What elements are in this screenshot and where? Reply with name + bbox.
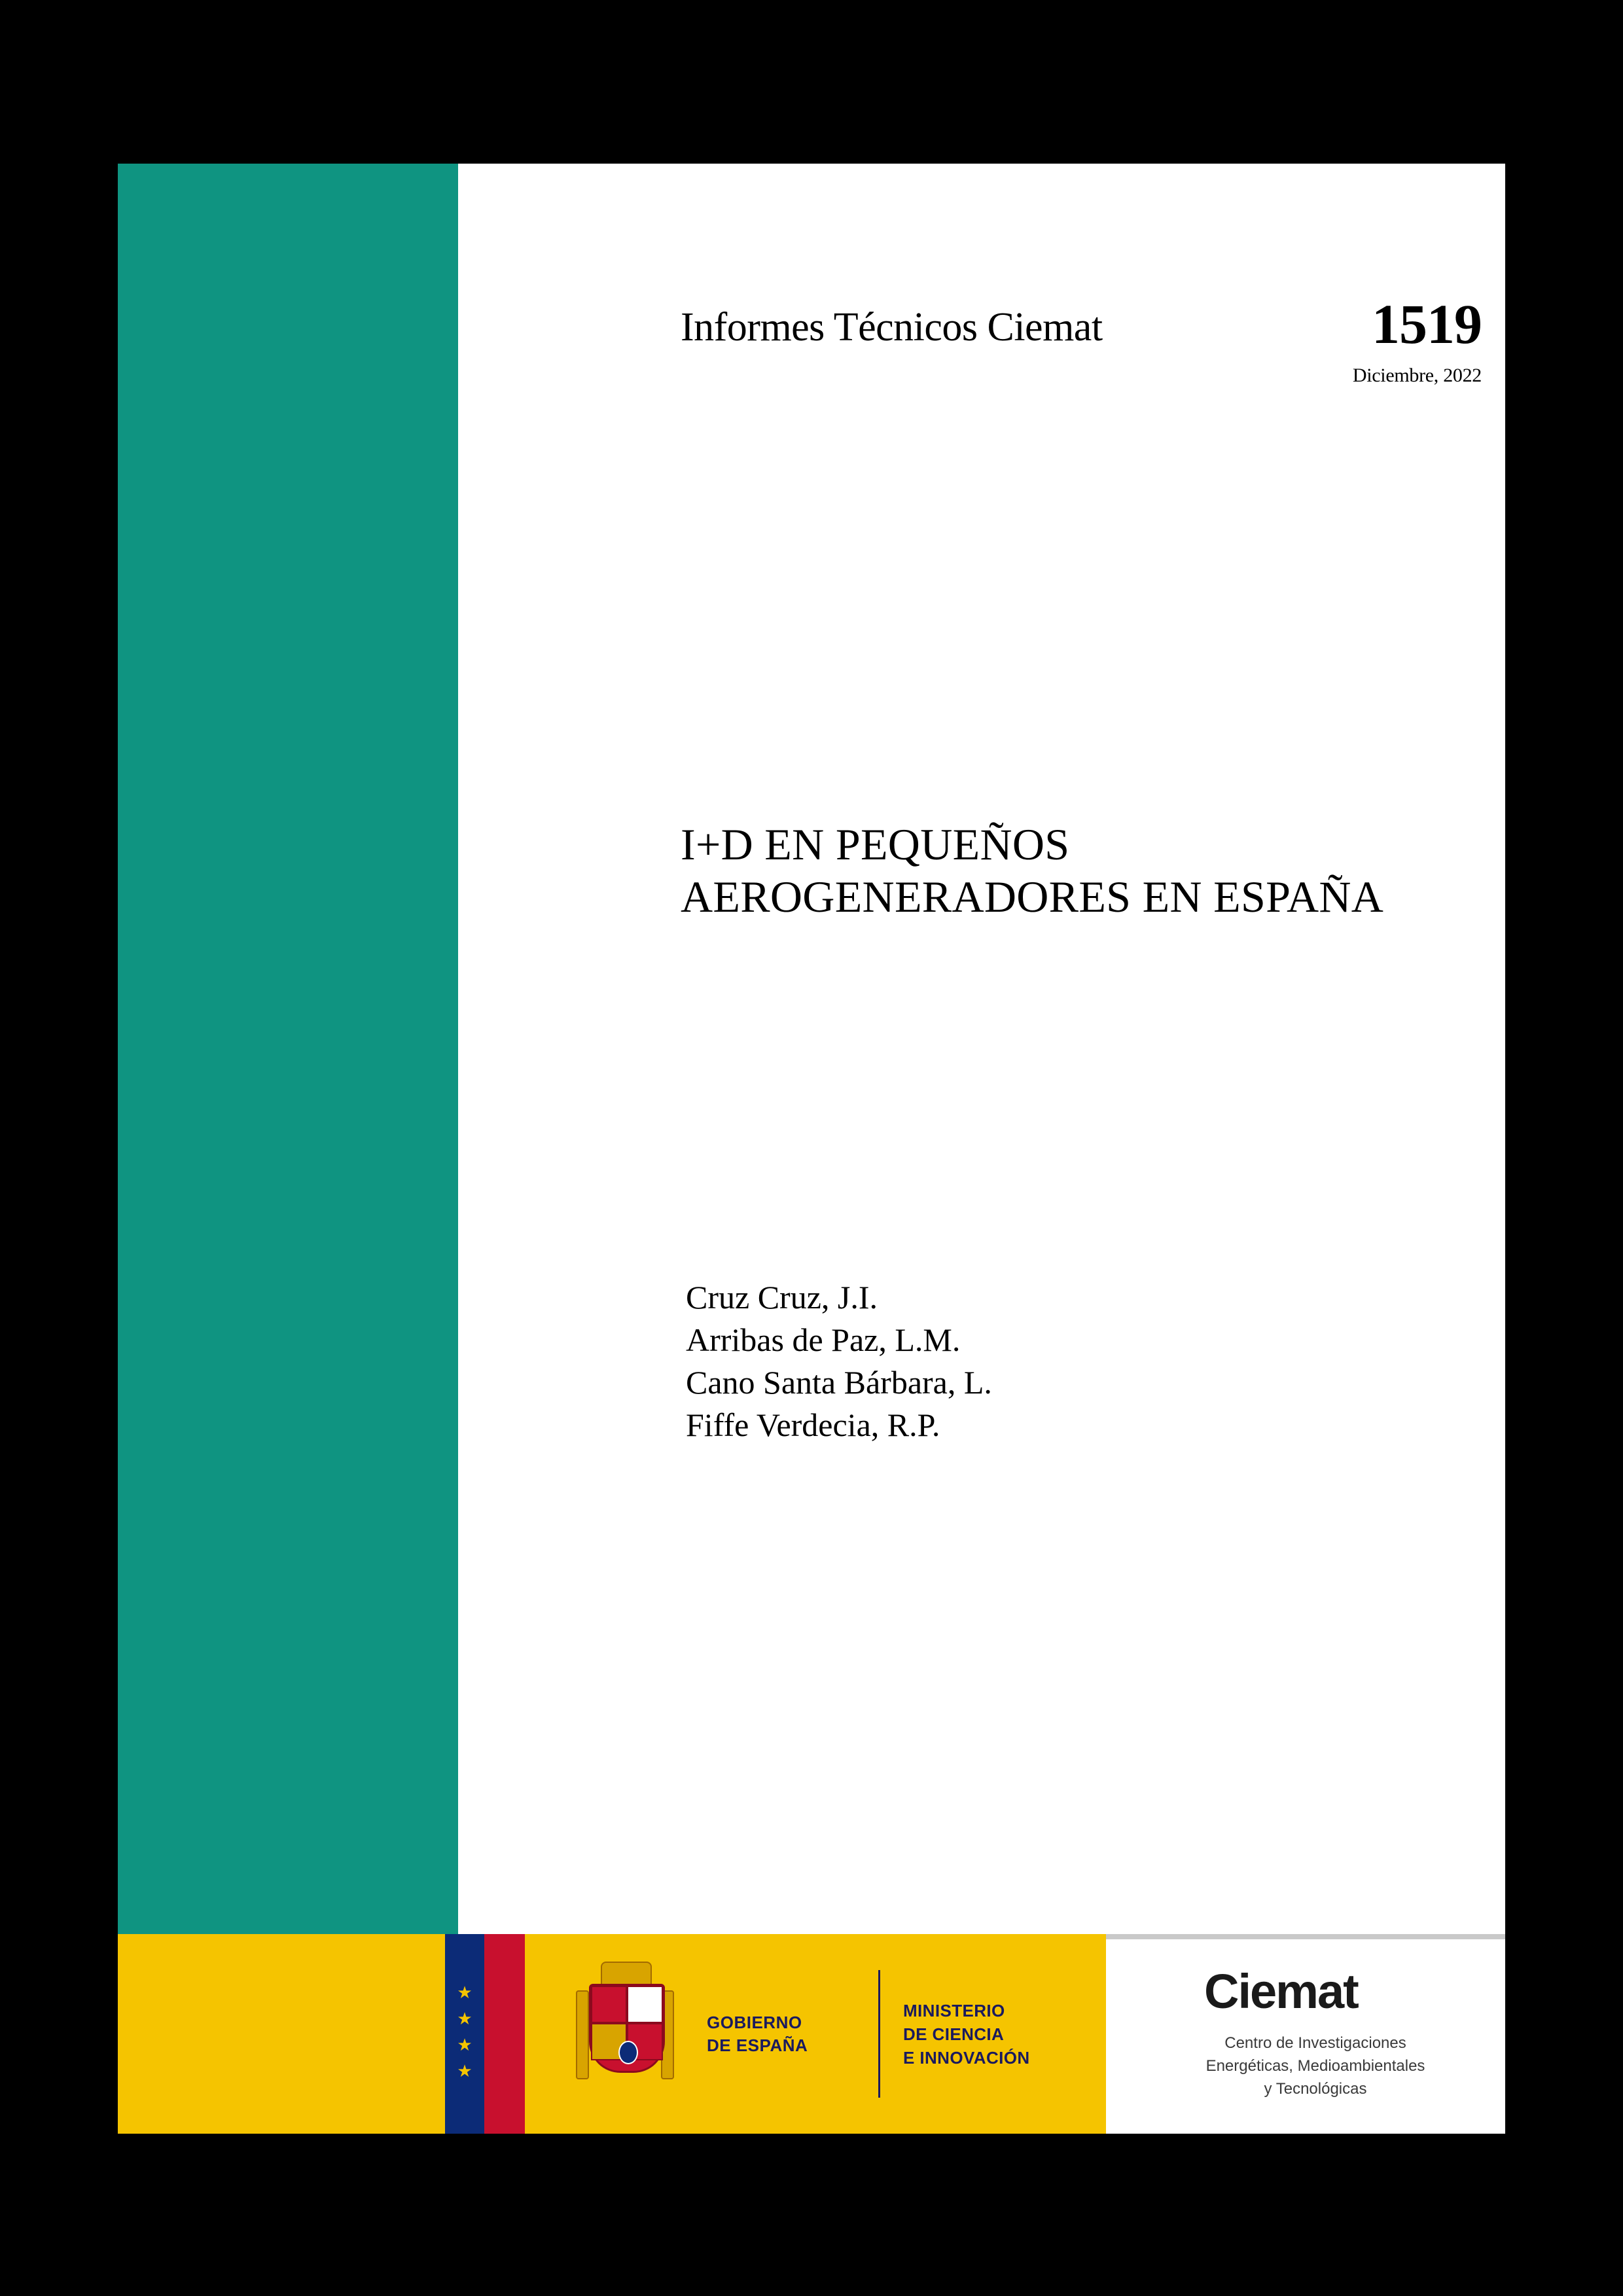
cover-content bbox=[458, 164, 1505, 2134]
decorative-teal-band bbox=[118, 164, 458, 1934]
government-label bbox=[707, 2011, 808, 2057]
author-list bbox=[686, 1276, 1471, 1446]
spanish-flag-icon bbox=[445, 1934, 525, 2134]
ciemat-subtitle-line3: y Tecnológicas bbox=[1264, 2079, 1367, 2098]
cover-page bbox=[118, 164, 1505, 2134]
ciemat-subtitle-line2: Energéticas, Medioambientales bbox=[1205, 2056, 1425, 2075]
footer-divider-rule bbox=[1106, 1934, 1505, 1939]
cover-footer bbox=[118, 1934, 1505, 2134]
coat-of-arms-icon bbox=[576, 1962, 674, 2102]
eu-stars-icon: ★ ★ ★ ★ bbox=[457, 1983, 474, 2081]
ministry-label bbox=[903, 2000, 1030, 2070]
pillar-left-icon bbox=[576, 1990, 589, 2079]
cover-header bbox=[681, 291, 1486, 442]
ciemat-subtitle-line1: Centro de Investigaciones bbox=[1224, 2034, 1406, 2052]
list-item: Cano Santa Bárbara, L. bbox=[686, 1364, 992, 1401]
series-title: Informes Técnicos Ciemat bbox=[681, 305, 1103, 350]
shield-icon bbox=[589, 1984, 665, 2073]
page-title: I+D EN PEQUEÑOS AEROGENERADORES EN ESPAÑA bbox=[681, 819, 1384, 922]
shield-quarter bbox=[591, 1986, 627, 2023]
ministry-label-line1: MINISTERIO bbox=[903, 2001, 1005, 2020]
ciemat-wordmark: Ciemat bbox=[1204, 1964, 1358, 2018]
ciemat-subtitle bbox=[1152, 2032, 1479, 2100]
list-item: Arribas de Paz, L.M. bbox=[686, 1321, 961, 1358]
footer-vertical-divider bbox=[878, 1970, 880, 2098]
flag-red-stripe bbox=[484, 1934, 525, 2134]
list-item: Fiffe Verdecia, R.P. bbox=[686, 1407, 940, 1443]
list-item: Cruz Cruz, J.I. bbox=[686, 1279, 878, 1316]
shield-quarter bbox=[627, 1986, 663, 2023]
crown-icon bbox=[601, 1962, 652, 1986]
government-label-line2: DE ESPAÑA bbox=[707, 2036, 808, 2056]
issue-date: Diciembre, 2022 bbox=[1352, 365, 1482, 386]
issue-number: 1519 bbox=[1372, 293, 1482, 355]
shield-escutcheon bbox=[618, 2041, 638, 2064]
ministry-label-line2: DE CIENCIA bbox=[903, 2024, 1005, 2044]
ministry-label-line3: E INNOVACIÓN bbox=[903, 2047, 1030, 2068]
government-label-line1: GOBIERNO bbox=[707, 2013, 802, 2032]
